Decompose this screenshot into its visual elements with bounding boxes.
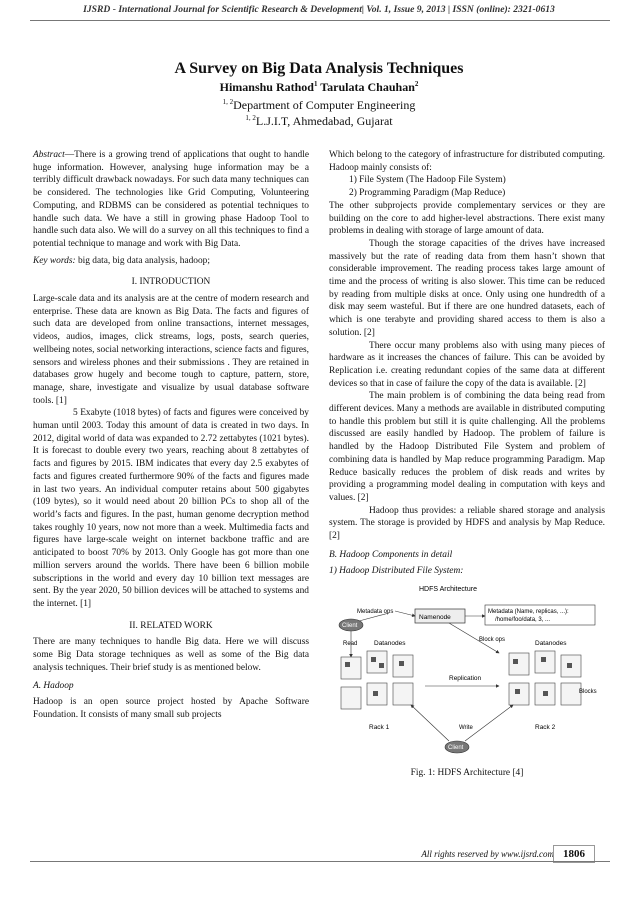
right-paragraph-3: Though the storage capacities of the drives have increased massively but the rate of reading data from them hasn’t shown that considerable improvement. The reading process takes large amount of time and the process of writing is also slower. This time can be reduced by reading from multiple disks at once. Only using one hundredth of a disk may seem wasteful. But if there are one hundred datasets, each of which is one terabyte and providing shared access to them is also a solution. [2] (329, 238, 605, 338)
hadoop-paragraph: Hadoop is an open source project hosted by Apache Software Foundation. It consists of many small sub projects (33, 697, 309, 720)
header-rule (30, 20, 610, 21)
inst-sup: 1, 2 (245, 114, 256, 122)
rack-2-label: Rack 2 (535, 724, 556, 732)
list-item-2: 2) Programming Paradigm (Map Reduce) (349, 188, 506, 199)
keywords-text: big data, big data analysis, hadoop; (77, 255, 210, 266)
rack-2-nodes (509, 651, 581, 705)
abstract-text: —There is a growing trend of applications that ought to handle huge information. However, analysing huge information may be a terribly difficult drawback nowadays. For such data many techniques can be considered. The technologies like Grid Computing, Volunteering Computing, and RDBMS can be considered as potential techniques to handle such data. We have a still in growing phase Hadoop Tool to handle such data also. We will do a survey on all this techniques to find a potential technique to manage and work with Big Data. (33, 150, 309, 249)
write-label: Write (459, 725, 473, 732)
write-arrow-right (465, 705, 513, 741)
keywords (33, 255, 309, 268)
datanodes-left-label: Datanodes (374, 640, 406, 648)
journal-header: IJSRD - International Journal for Scientific Research & Development| Vol. 1, Issue 9, 2013 | ISSN (online): 2321-0613 (83, 4, 555, 15)
section-related-work: II. RELATED WORK (129, 620, 213, 631)
related-paragraph: There are many techniques to handle Big data. Here we will discuss some Big Data storage techniques as well as some of the Big data analysis techniques. Their brief study is as mentioned below. (33, 637, 309, 673)
affiliation-dept (0, 98, 638, 113)
right-paragraph-4: There occur many problems also with using many pieces of hardware as it increases the chances of failure. This can be avoided by Replication i.e. creating redundant copies of the same data at different devices so that in case of failure the copy of the data is available. [2] (329, 340, 605, 389)
hdfs-diagram (329, 583, 605, 763)
metadata-ops-arrow (395, 611, 415, 616)
figure-title: HDFS Architecture (419, 586, 477, 594)
right-paragraph-6: Hadoop thus provides: a reliable shared storage and analysis system. The storage is provided by HDFS and analysis by Map Reduce. [2] (329, 505, 605, 542)
intro-paragraph-2: 5 Exabyte (1018 bytes) of facts and figures were conceived by human until 2003. Today this amount of data is created in two days. In 2012, digital world of data was expanded to 2.72 zettabytes (1021 bytes). It is forecast to double every two years, reaching about 8 zettabytes of facts and figures by 2015. IBM indicates that every day 2.5 exabytes of facts and figures created furthermore 90% of the facts and figures made in last two years. An individual computer retains about 500 gigabytes (109 bytes), so it would need about 20 billion PCs to shop all of the world’s facts and figures. In the past, human genome decryption method takes roughly 10 years, now not more than a week. Multimedia facts and figures have large-scale weight on internet backbone traffic and are anticipated to boost 70% by 2013. Only Google has got more than one million servers around the worlds. There have been 6 billion mobile subscriptions in the world and every day 10 billion text messages are sent. By the year 2020, 50 billion devices will be attached to systems and the internet. [1] (33, 408, 309, 609)
section-introduction: I. INTRODUCTION (131, 277, 211, 288)
author-2-sup: 2 (414, 80, 419, 88)
subsection-hdfs: 1) Hadoop Distributed File System: (329, 565, 464, 576)
datanodes-right-label: Datanodes (535, 640, 567, 648)
client-bottom-label: Client (448, 745, 464, 752)
keywords-label: Key words: (33, 255, 76, 266)
rack-1-label: Rack 1 (369, 724, 390, 732)
authors (0, 80, 638, 95)
author-2: Tarulata Chauhan (320, 80, 415, 94)
block-ops-label: Block ops (479, 637, 506, 644)
metadata-label: Metadata (Name, replicas, ...): (488, 609, 569, 616)
left-column (33, 149, 309, 722)
client-top-label: Client (342, 623, 358, 630)
right-paragraph-2: The other subprojects provide complementary services or they are building on the core to add higher-level abstractions. There exist many problems in dealing with storage of large amount of data. (329, 200, 605, 237)
footer-text: All rights reserved by www.ijsrd.com (421, 849, 554, 859)
dept-name: Department of Computer Engineering (233, 98, 416, 112)
metadata-path: /home/foo/data, 3, ... (495, 617, 551, 624)
hdfs-figure (329, 583, 605, 763)
subsection-components: B. Hadoop Components in detail (329, 549, 453, 560)
footer-rule (30, 861, 610, 862)
figure-caption: Fig. 1: HDFS Architecture [4] (410, 768, 524, 779)
list-item-1: 1) File System (The Hadoop File System) (349, 175, 506, 186)
right-paragraph-1: Which belong to the category of infrastructure for distributed computing. Hadoop mainly consists of: (329, 150, 605, 173)
write-arrow-left (411, 705, 449, 741)
hadoop-list (329, 174, 605, 199)
author-1-sup: 1 (313, 80, 318, 88)
abstract-label: Abstract (33, 150, 65, 160)
metadata-ops-label: Metadata ops (357, 609, 394, 616)
paper-title: A Survey on Big Data Analysis Techniques (174, 60, 464, 77)
blocks-label: Blocks (579, 689, 597, 696)
affiliation-inst (0, 114, 638, 129)
page-number: 1806 (553, 845, 595, 863)
namenode-label: Namenode (419, 614, 451, 622)
right-column (329, 149, 605, 780)
intro-paragraph-1: Large-scale data and its analysis are at the centre of modern research and enterprise. These data are known as Big Data. The facts and figures of such data are developed from online transactions, internet messages, videos, audios, images, click streams, logs, posts, search queries, wellbeing notes, social networking interactions, science facts and figures, sensors and wireless phones and their submissions . They are retained in databases grow hugely and become tough to capture, pattern, store, manage, share, investigate and visualize by usual database software tools. [1] (33, 294, 309, 406)
author-1: Himanshu Rathod (219, 80, 314, 94)
read-label: Read (343, 641, 358, 648)
right-paragraph-5: The main problem is of combining the data being read from different devices. Many a methods are available in distributed computing to handle this problem but still it is quite challenging. All the problems discussed are easily handled by Hadoop. The problem of failure is handled by the Hadoop Distributed File System and problem of combining data is handled by Map reduce programming Paradigm. Map Reduce basically reduces the problem of disk reads and writes by providing a programming model dealing in computation with keys and values. [2] (329, 391, 605, 503)
replication-label: Replication (449, 675, 482, 683)
rack-1-nodes (341, 651, 413, 709)
inst-name: L.J.I.T, Ahmedabad, Gujarat (255, 114, 393, 128)
subsection-hadoop: A. Hadoop (33, 681, 74, 692)
dept-sup: 1, 2 (222, 98, 234, 106)
abstract (33, 149, 309, 251)
